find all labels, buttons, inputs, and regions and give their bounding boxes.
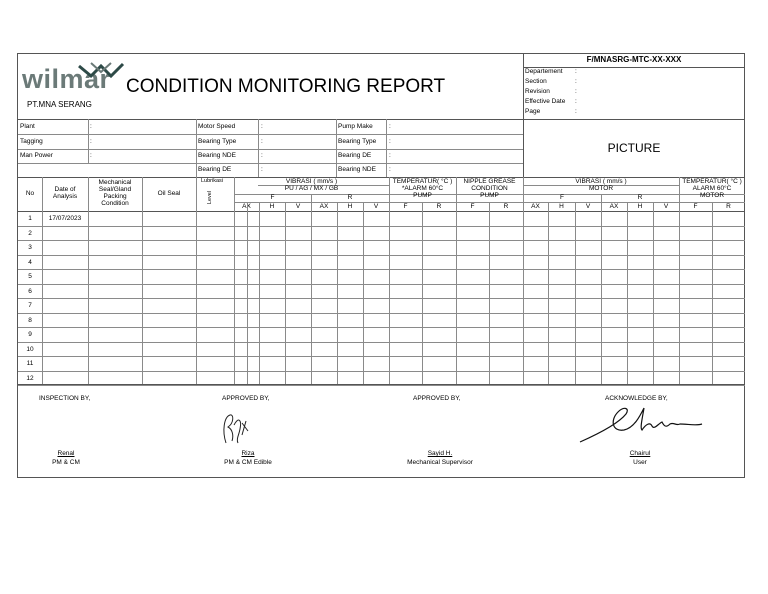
row-number: 6 bbox=[28, 287, 32, 295]
pump-make-label: Pump Make bbox=[338, 123, 373, 130]
col-date-header: Date of Analysis bbox=[52, 186, 78, 200]
temp-motor-header: TEMPERATUR( °C ) ALARM 60°C MOTOR bbox=[682, 178, 742, 199]
pump-bearing-type-label: Bearing Type bbox=[338, 138, 377, 145]
sub-header-16: F bbox=[693, 203, 698, 210]
approved-heading-2: APPROVED BY, bbox=[413, 395, 461, 402]
acknowledge-heading: ACKNOWLEDGE BY, bbox=[605, 395, 668, 402]
sub-header-13: AX bbox=[609, 203, 619, 210]
vib-pump-header: VIBRASI ( mm/s ) PU / AG / MX / GB bbox=[284, 178, 339, 192]
pump-bearing-nde-label: Bearing NDE bbox=[338, 166, 376, 173]
row-number: 9 bbox=[28, 331, 32, 338]
col-lubrikasi-header: Lubrikasi bbox=[201, 178, 224, 184]
signature-chairul-icon bbox=[578, 402, 703, 447]
row-number: 10 bbox=[26, 345, 34, 353]
col-oil-seal-header: Oil Seal bbox=[157, 190, 181, 197]
tagging-label: Tagging bbox=[20, 138, 43, 145]
plant-label: Plant bbox=[20, 123, 35, 130]
sub-header-14: H bbox=[637, 203, 643, 210]
bearing-de-label: Bearing DE bbox=[198, 166, 232, 173]
row-date: 17/07/2023 bbox=[48, 215, 82, 222]
vib-motor-header: VIBRASI ( mm/s ) MOTOR bbox=[575, 178, 627, 192]
inspection-heading: INSPECTION BY, bbox=[39, 395, 91, 402]
row-number: 12 bbox=[26, 374, 34, 382]
sub-header-8: F bbox=[470, 203, 475, 210]
sub-header-5: V bbox=[373, 203, 379, 210]
sub-header-3: AX bbox=[319, 203, 329, 210]
sub-header-17: R bbox=[726, 203, 731, 210]
signature-riza-icon bbox=[216, 409, 256, 449]
nipple-grease-header: NIPPLE GREASE CONDITION PUMP bbox=[463, 178, 516, 199]
document-code: F/MNASRG-MTC-XX-XXX bbox=[586, 55, 682, 64]
row-number: 4 bbox=[28, 258, 32, 266]
row-number: 3 bbox=[28, 244, 32, 251]
approved-heading-1: APPROVED BY, bbox=[222, 395, 270, 402]
picture-placeholder: PICTURE bbox=[607, 141, 661, 155]
sub-header-12: V bbox=[585, 203, 591, 210]
sub-header-15: V bbox=[663, 203, 669, 210]
signer-role-renal: PM & CM bbox=[52, 459, 80, 466]
signer-role-riza: PM & CM Edible bbox=[224, 459, 272, 466]
temp-pump-header: TEMPERATUR( °C ) *ALARM 60°C PUMP bbox=[392, 178, 453, 199]
row-number: 8 bbox=[28, 316, 32, 324]
col-no-header: No bbox=[25, 190, 35, 197]
row-number: 2 bbox=[28, 229, 32, 237]
wilmar-logo bbox=[22, 60, 132, 96]
sub-header-9: R bbox=[503, 203, 509, 210]
sub-header-4: H bbox=[347, 203, 353, 210]
row-number: 7 bbox=[28, 302, 32, 309]
signer-role-chairul: User bbox=[633, 459, 647, 466]
signer-role-sayid: Mechanical Supervisor bbox=[407, 459, 473, 466]
row-number: 11 bbox=[26, 360, 34, 367]
man-power-label: Man Power bbox=[20, 152, 53, 159]
signer-name-riza: Riza bbox=[241, 450, 255, 457]
report-title: CONDITION MONITORING REPORT bbox=[126, 76, 446, 97]
col-seal-header: Mechanical Seal/Gland Packing Condition bbox=[98, 179, 132, 207]
sub-header-6: F bbox=[403, 203, 408, 210]
sub-header-1: H bbox=[269, 203, 275, 210]
bearing-nde-label: Bearing NDE bbox=[198, 152, 236, 159]
motor-speed-label: Motor Speed bbox=[198, 123, 236, 130]
signer-name-sayid: Sayid H. bbox=[427, 450, 453, 457]
sub-header-2: V bbox=[295, 203, 301, 210]
bearing-type-label: Bearing Type bbox=[198, 138, 237, 145]
row-number: 1 bbox=[28, 215, 32, 222]
row-number: 5 bbox=[28, 273, 32, 280]
signer-name-chairul: Chairul bbox=[629, 450, 651, 457]
condition-monitoring-form: wilmar PT.MNA SERANG CONDITION MONITORING REPORT F/MNASRG-MTC-XX-XXX Departement : Section : Revision : Effective Date : Page : Plant : Tagging : Man Power : Motor Speed : Bearing Type : Bearing NDE : Bearing DE : Pump Make : Bearing Type : Bearing DE : Bearing NDE : PICTURE No Date of Analysis Mechanical Seal/Gland Packing Condition Oil Seal Lubrikasi Level VIBRASI ( mm/s ) PU / AG / MX / GB TEMPERATUR( °C ) *ALARM 60°C PUMP NIPPLE GREASE CONDITION PUMP VIBRASI ( mm/s ) MOTOR TEMPERATUR( °C ) ALARM 60°C MOTOR F R F R AX H V AX H V F R F R AX H V AX H V F R 1 17/07/2023 2 3 4 5 6 7 8 9 10 11 12 INSPECTION BY, APPROVED BY, APPROVED BY, ACKNOWLEDGE BY, Renal PM & CM Riza PM & CM Edible Sayid H. Mechanical Supervisor Chairul User bbox=[17, 53, 745, 478]
logo-wave-icon bbox=[77, 60, 127, 82]
col-level-header: Level bbox=[207, 190, 214, 205]
sub-header-7: R bbox=[436, 203, 442, 210]
signer-name-renal: Renal bbox=[57, 450, 75, 457]
sub-header-10: AX bbox=[531, 203, 540, 210]
document-meta: Departement : Section : Revision : Effective Date : Page : bbox=[525, 68, 577, 115]
sub-header-11: H bbox=[559, 203, 564, 210]
sub-header-0: AX bbox=[242, 203, 251, 210]
brand-wordmark: wilmar bbox=[22, 64, 111, 94]
pump-bearing-de-label: Bearing DE bbox=[338, 152, 372, 159]
company-name: PT.MNA SERANG bbox=[27, 100, 92, 109]
